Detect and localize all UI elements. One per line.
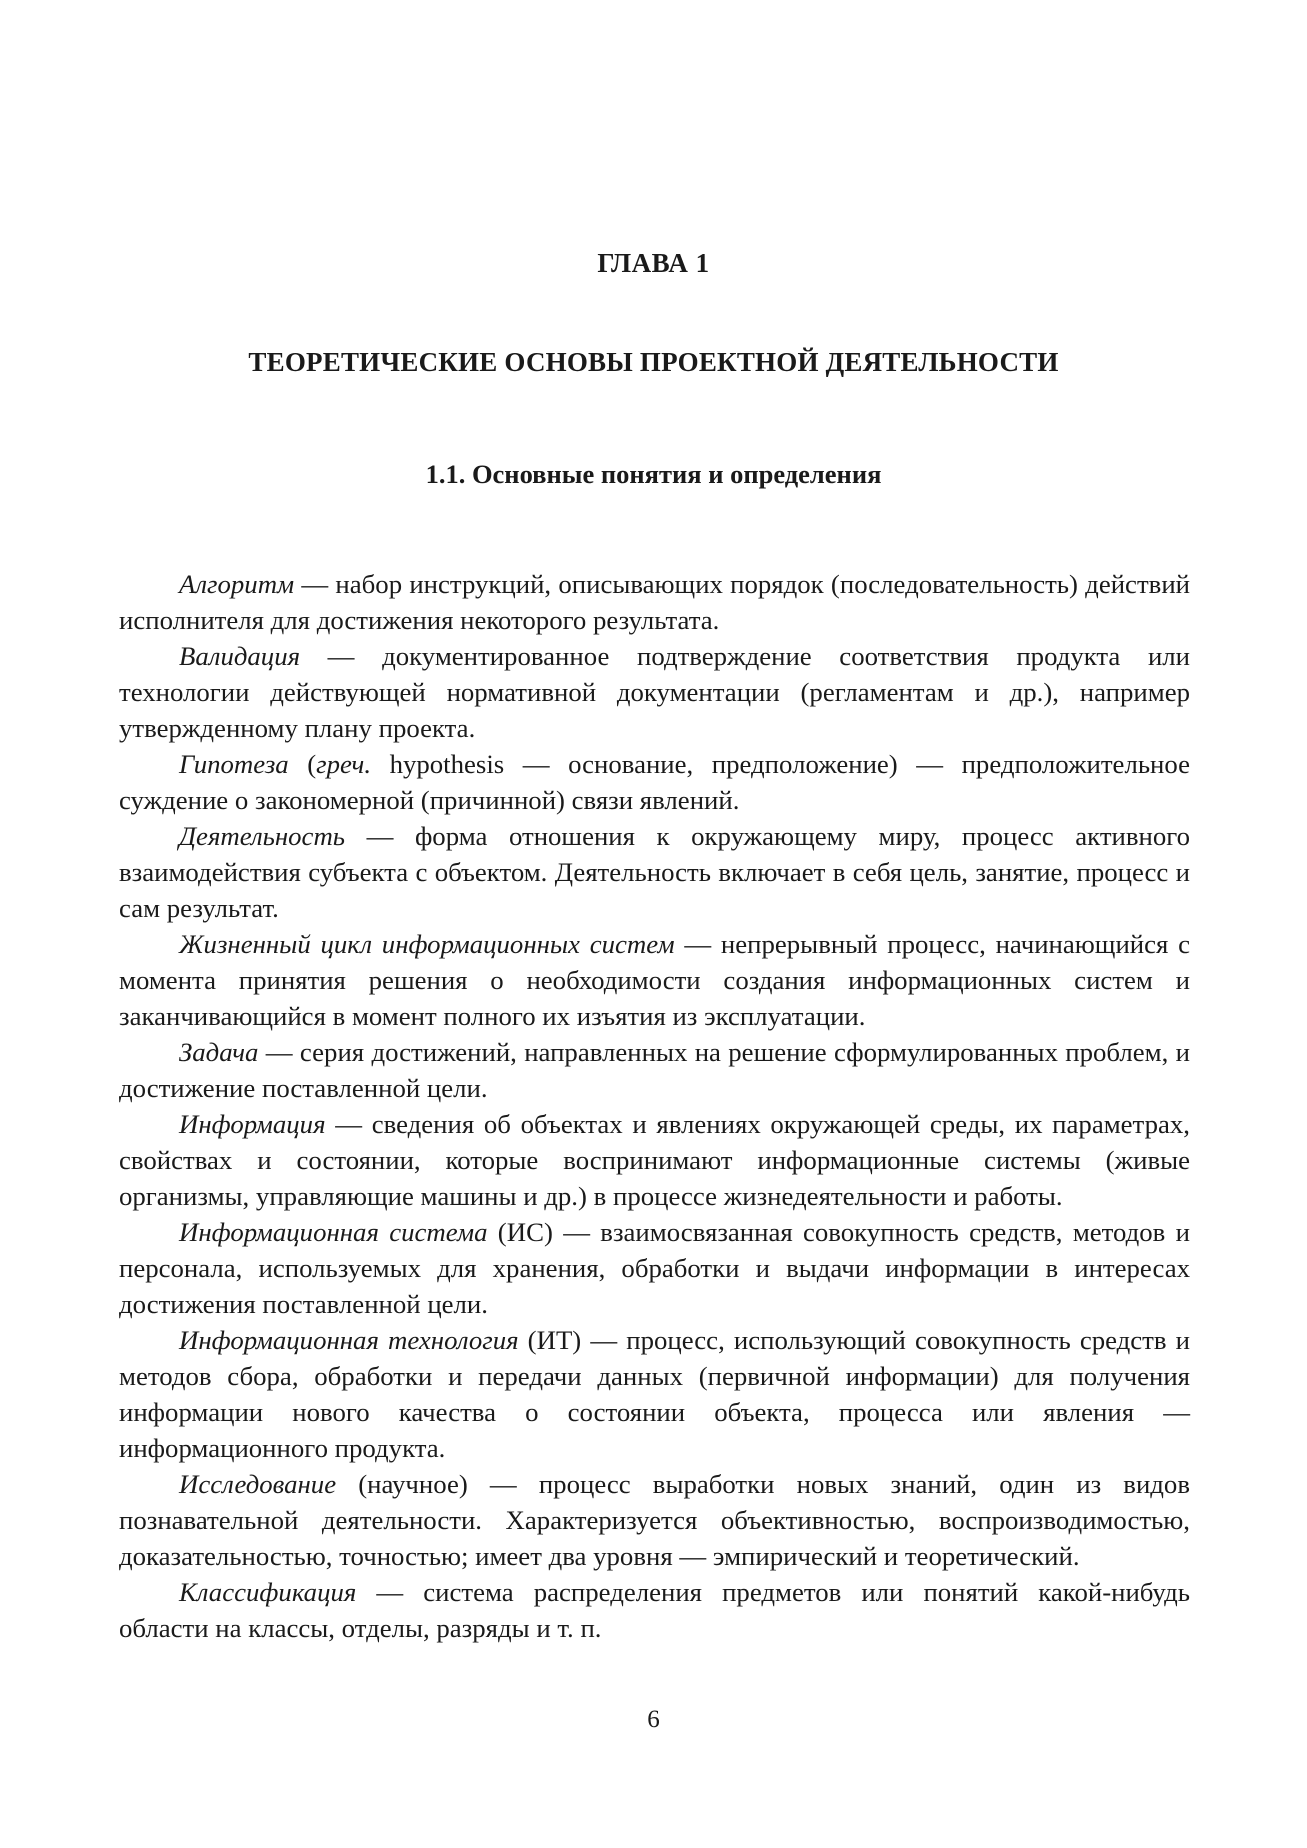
definition-term: Классификация <box>179 1577 357 1607</box>
definition-term: Алгоритм <box>179 569 295 599</box>
definition-text: (ИС) — взаимосвязанная совокупность средств, методов и персонала, используемых для хранения, обработки и выдачи информации в интересах достижения поставленной цели. <box>119 1217 1190 1319</box>
definition-note-italic: греч. <box>316 749 372 779</box>
definition-text: (ИТ) — процесс, использующий совокупность средств и методов сбора, обработки и передачи данных (первичной информации) для получения информации нового качества о состоянии объекта, процесса или явления — информационного продукта. <box>119 1325 1190 1463</box>
definition-term: Гипотеза <box>179 749 289 779</box>
definition-term: Исследование <box>179 1469 337 1499</box>
definition-term: Информационная система <box>179 1217 488 1247</box>
definition-text: — документированное подтверждение соответствия продукта или технологии действующей нормативной документации (регламентам и др.), например утвержденному плану проекта. <box>119 641 1190 743</box>
definition-text: — сведения об объектах и явлениях окружающей среды, их параметрах, свойствах и состоянии, которые воспринимают информационные системы (живые организмы, управляющие машины и др.) в процессе жизнедеятельности и работы. <box>119 1109 1190 1211</box>
definition-term: Информация <box>179 1109 326 1139</box>
chapter-label: ГЛАВА 1 <box>597 248 710 278</box>
definition-entry <box>119 1034 1190 1106</box>
definition-entry <box>119 566 1190 638</box>
definition-entry <box>119 1214 1190 1322</box>
definition-text: — набор инструкций, описывающих порядок (последовательность) действий исполнителя для достижения некоторого результата. <box>119 569 1190 635</box>
definition-entry <box>119 818 1190 926</box>
definition-entry <box>119 1322 1190 1466</box>
definition-entry <box>119 746 1190 818</box>
definition-text: (научное) — процесс выработки новых знаний, один из видов познавательной деятельности. Характеризуется объективностью, воспроизводимостью, доказательностью, точностью; имеет два уровня — эмпирический и теоретический. <box>119 1469 1190 1571</box>
chapter-title: ТЕОРЕТИЧЕСКИЕ ОСНОВЫ ПРОЕКТНОЙ ДЕЯТЕЛЬНОСТИ <box>248 347 1059 377</box>
definition-entry <box>119 1106 1190 1214</box>
definition-term: Деятельность <box>179 821 345 851</box>
definition-entry <box>119 638 1190 746</box>
definition-entry <box>119 1466 1190 1574</box>
section-title: 1.1. Основные понятия и определения <box>425 459 882 489</box>
definition-text: — непрерывный процесс, начинающийся с момента принятия решения о необходимости создания информационных систем и заканчивающийся в момент полного их изъятия из эксплуатации. <box>119 929 1191 1031</box>
definition-text: hypothesis — основание, предположение) — предположительное суждение о закономерной (причинной) связи явлений. <box>119 749 1190 815</box>
definition-entry <box>119 1574 1190 1646</box>
definition-term: Информационная технология <box>179 1325 519 1355</box>
definition-term: Валидация <box>179 641 301 671</box>
definition-term: Жизненный цикл информационных систем <box>179 929 675 959</box>
page-number: 6 <box>647 1706 660 1733</box>
definitions-list <box>119 566 1190 1646</box>
definition-entry <box>119 926 1190 1034</box>
definition-text: — форма отношения к окружающему миру, процесс активного взаимодействия субъекта с объектом. Деятельность включает в себя цель, занятие, процесс и сам результат. <box>119 821 1190 923</box>
definition-text: — серия достижений, направленных на решение сформулированных проблем, и достижение поставленной цели. <box>119 1037 1190 1103</box>
definition-text: — система распределения предметов или понятий какой-нибудь области на классы, отделы, разряды и т. п. <box>119 1577 1190 1643</box>
definition-term: Задача <box>179 1037 259 1067</box>
definition-note-open: ( <box>288 749 317 779</box>
